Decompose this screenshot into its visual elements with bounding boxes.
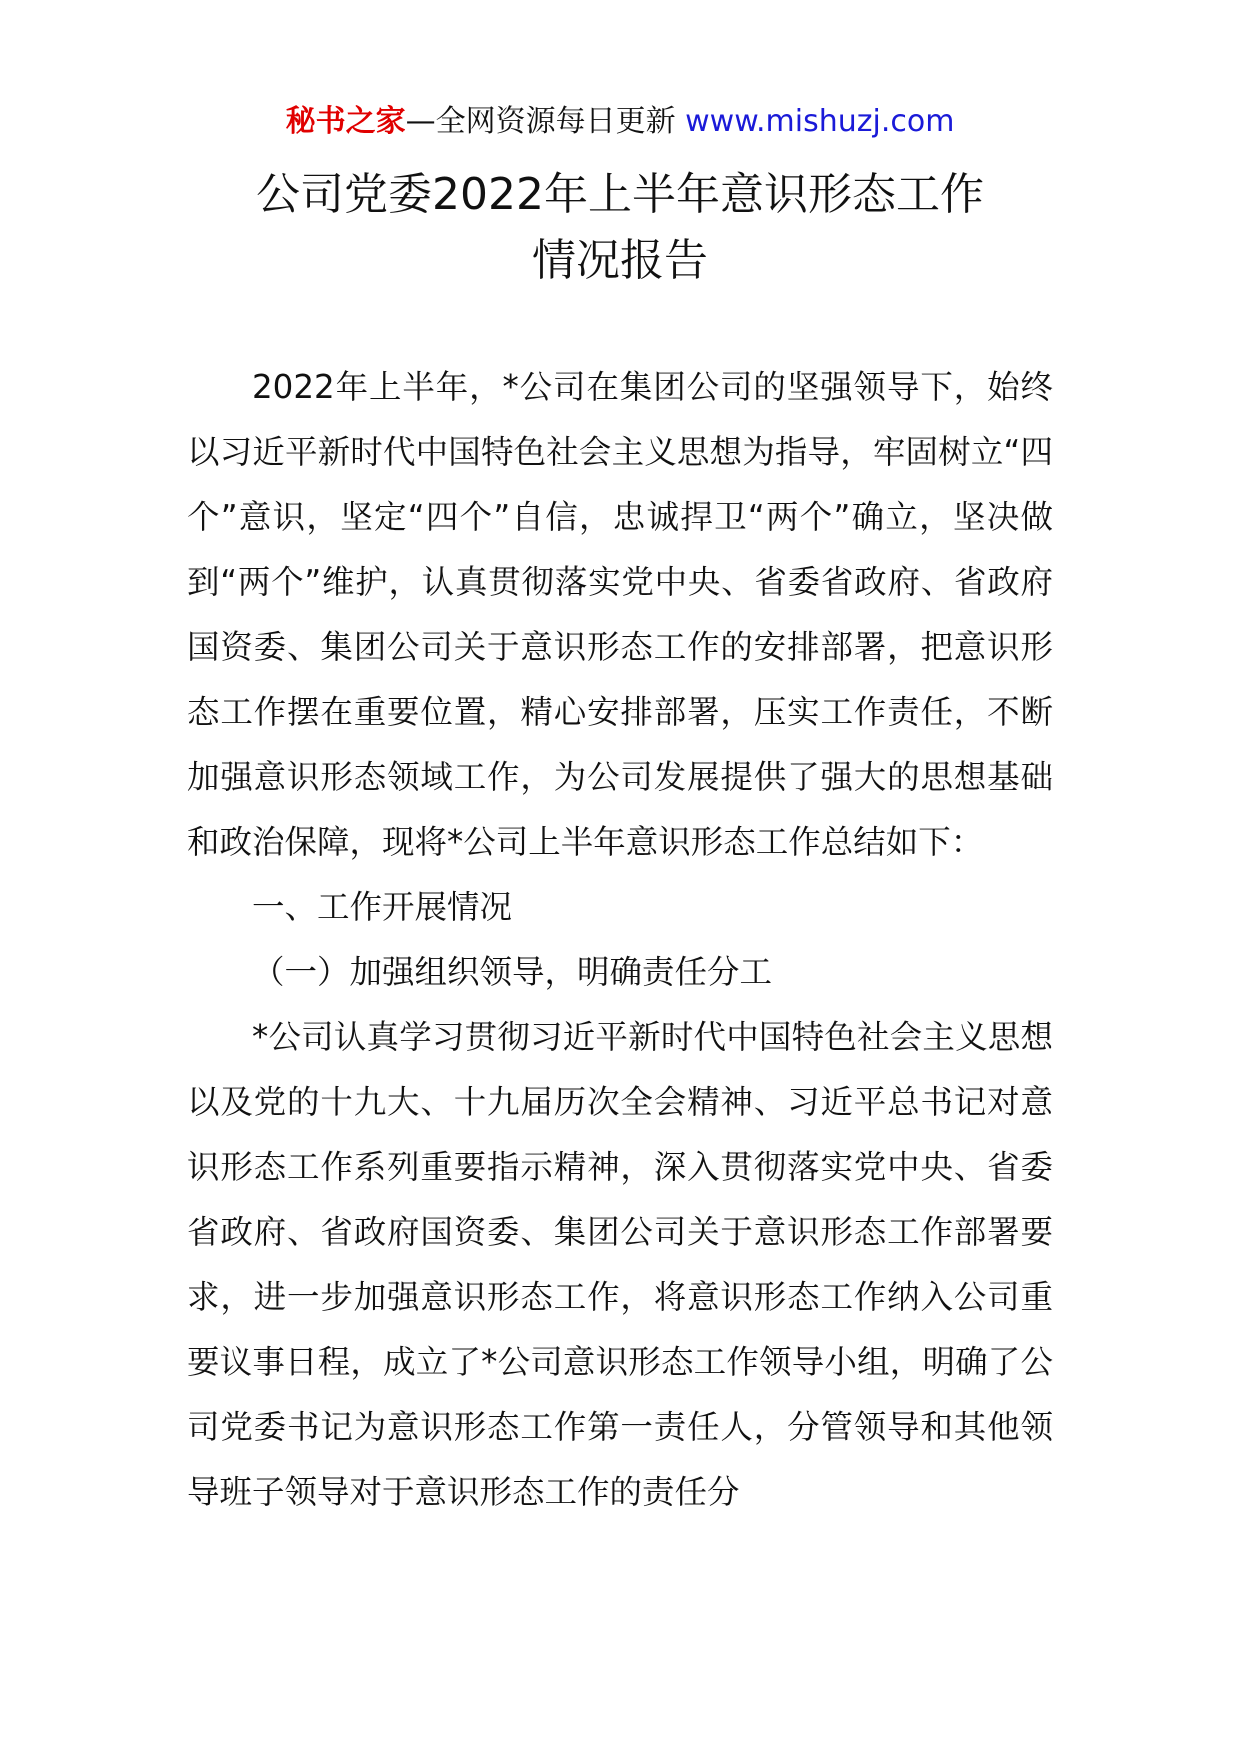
header-tagline: —全网资源每日更新 bbox=[405, 104, 676, 139]
site-header bbox=[0, 100, 1240, 144]
site-url[interactable]: www.mishuzj.com bbox=[685, 104, 955, 139]
title-line-2: 情况报告 bbox=[532, 235, 708, 286]
brand-name: 秘书之家 bbox=[285, 104, 406, 139]
body-paragraph: *公司认真学习贯彻习近平新时代中国特色社会主义思想以及党的十九大、十九届历次全会精神、习近平总书记对意识形态工作系列重要指示精神，深入贯彻落实党中央、省委省政府、省政府国资委、集团公司关于意识形态工作部署要求，进一步加强意识形态工作，将意识形态工作纳入公司重要议事日程，成立了*公司意识形态工作领导小组，明确了公司党委书记为意识形态工作第一责任人，分管领导和其他领导班子领导对于意识形态工作的责任分 bbox=[187, 1018, 1053, 1511]
document-title bbox=[0, 162, 1240, 294]
document-body bbox=[187, 355, 1053, 1525]
intro-paragraph: 2022年上半年，*公司在集团公司的坚强领导下，始终以习近平新时代中国特色社会主义思想为指导，牢固树立“四个”意识，坚定“四个”自信，忠诚捍卫“两个”确立，坚决做到“两个”维护，认真贯彻落实党中央、省委省政府、省政府国资委、集团公司关于意识形态工作的安排部署，把意识形态工作摆在重要位置，精心安排部署，压实工作责任，不断加强意识形态领域工作，为公司发展提供了强大的思想基础和政治保障，现将*公司上半年意识形态工作总结如下： bbox=[187, 368, 1053, 861]
title-line-1: 公司党委2022年上半年意识形态工作 bbox=[256, 169, 984, 220]
section-heading: 一、工作开展情况 bbox=[252, 888, 513, 926]
subsection-heading: （一）加强组织领导，明确责任分工 bbox=[252, 953, 773, 991]
